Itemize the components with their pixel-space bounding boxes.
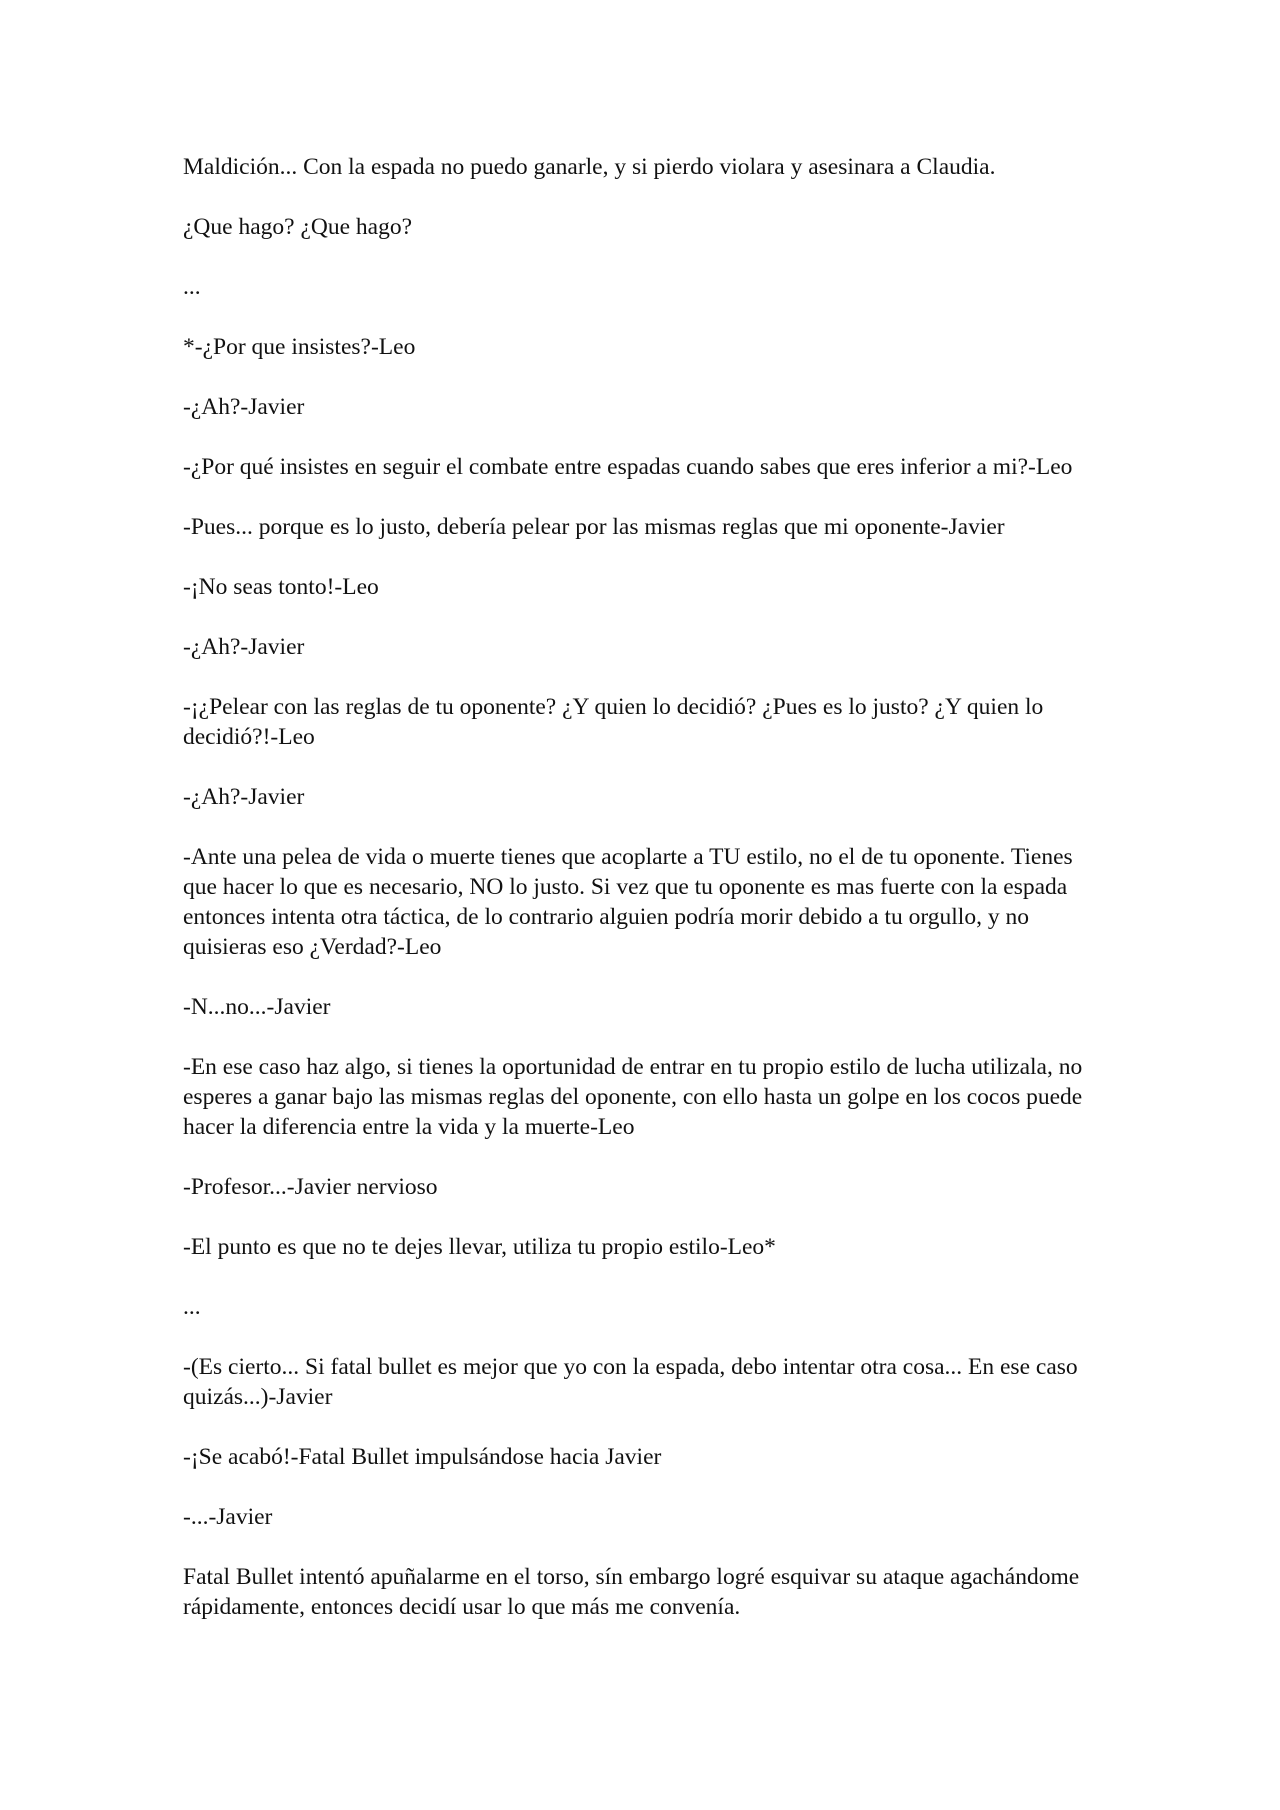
paragraph: ¿Que hago? ¿Que hago?: [183, 214, 413, 240]
paragraph: *-¿Por que insistes?-Leo: [183, 334, 416, 360]
paragraph: -Ante una pelea de vida o muerte tienes que acoplarte a TU estilo, no el de tu oponente. Tienes que hacer lo que es necesario, NO lo justo. Si vez que tu oponente es mas fuerte con la espada entonces intenta otra táctica, de lo contrario alguien podría morir debido a tu orgullo, y no quisieras eso ¿Verdad?-Leo: [183, 844, 1073, 960]
paragraph: -¡¿Pelear con las reglas de tu oponente? ¿Y quien lo decidió? ¿Pues es lo justo? ¿Y quien lo decidió?!-Leo: [183, 694, 1044, 750]
paragraph: ...: [183, 1294, 201, 1320]
paragraph: -Pues... porque es lo justo, debería pelear por las mismas reglas que mi oponente-Javier: [183, 514, 1005, 540]
paragraph: -¿Ah?-Javier: [183, 394, 305, 420]
paragraph: -¿Ah?-Javier: [183, 634, 305, 660]
paragraph: Fatal Bullet intentó apuñalarme en el torso, sín embargo logré esquivar su ataque agachándome rápidamente, entonces decidí usar lo que más me convenía.: [183, 1564, 1080, 1620]
paragraph: ...: [183, 274, 201, 300]
paragraph: -(Es cierto... Si fatal bullet es mejor que yo con la espada, debo intentar otra cosa... En ese caso quizás...)-Javier: [183, 1354, 1078, 1410]
paragraph: -...-Javier: [183, 1504, 273, 1530]
paragraph: -¡No seas tonto!-Leo: [183, 574, 379, 600]
paragraph: -En ese caso haz algo, si tienes la oportunidad de entrar en tu propio estilo de lucha utilizala, no esperes a ganar bajo las mismas reglas del oponente, con ello hasta un golpe en los cocos puede hacer la diferencia entre la vida y la muerte-Leo: [183, 1054, 1083, 1140]
document-page: [183, 152, 1103, 1652]
paragraph: -¿Ah?-Javier: [183, 784, 305, 810]
paragraph: -¿Por qué insistes en seguir el combate entre espadas cuando sabes que eres inferior a mi?-Leo: [183, 454, 1073, 480]
paragraph: -¡Se acabó!-Fatal Bullet impulsándose hacia Javier: [183, 1444, 662, 1470]
paragraph: -El punto es que no te dejes llevar, utiliza tu propio estilo-Leo*: [183, 1234, 776, 1260]
paragraph: -Profesor...-Javier nervioso: [183, 1174, 438, 1200]
paragraph: Maldición... Con la espada no puedo ganarle, y si pierdo violara y asesinara a Claudia.: [183, 154, 996, 180]
paragraph: -N...no...-Javier: [183, 994, 331, 1020]
